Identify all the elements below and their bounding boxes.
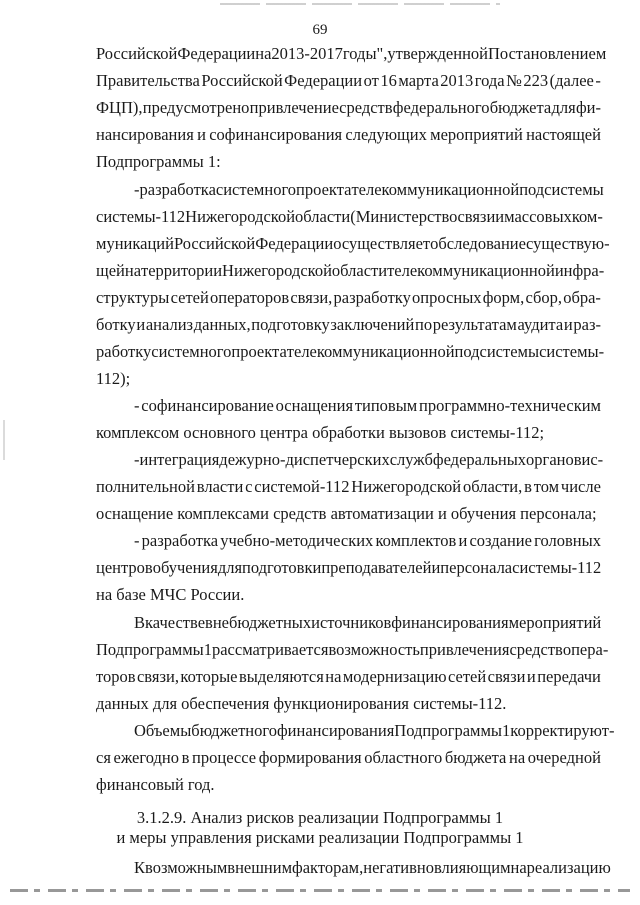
text-line: финансовый год.: [96, 775, 215, 794]
text-line: работку системного проекта телекоммуникационной подсистемы системы-: [96, 342, 605, 361]
text-line: К возможным внешним факторам, негативно влияющим на реализацию: [134, 858, 611, 877]
text-line: полнительной власти с системой-112 Нижегородской области, в том числе: [96, 477, 601, 496]
text-line: 112);: [96, 369, 131, 388]
scan-bottom-edge: [10, 889, 630, 892]
text-line: - разработка системного проекта телекоммуникационной подсистемы: [134, 180, 604, 199]
text-line: структуры сетей операторов связи, разработку опросных форм, сбор, обра-: [96, 288, 601, 307]
text-line: Российской Федерации на 2013 - 2017 годы", утвержденной Постановлением: [96, 44, 607, 63]
text-line: Объемы бюджетного финансирования Подпрограммы 1 корректируют-: [134, 721, 615, 740]
text-line: - софинансирование оснащения типовым программно-техническим: [134, 396, 601, 415]
scan-top-edge: [220, 3, 500, 5]
text-line: торов связи, которые выделяются на модернизацию сетей связи и передачи: [96, 667, 601, 686]
text-line: - интеграция дежурно-диспетчерских служб федеральных органов ис-: [134, 450, 604, 469]
text-line: Подпрограммы 1:: [96, 152, 221, 171]
text-line: В качестве внебюджетных источников финансирования мероприятий: [134, 613, 602, 632]
text-line: данных для обеспечения функционирования системы-112.: [96, 694, 507, 713]
text-line: Подпрограммы 1 рассматривается возможность привлечения средств опера-: [96, 640, 609, 659]
text-line: муникаций Российской Федерации осуществляет обследование существую-: [96, 234, 610, 253]
text-line: щей на территории Нижегородской области телекоммуникационной инфра-: [96, 261, 605, 280]
text-line: комплексом основного центра обработки вызовов системы-112;: [96, 423, 545, 442]
text-line: оснащение комплексами средств автоматизации и обучения персонала;: [96, 504, 597, 523]
text-line: - разработка учебно-методических комплектов и создание головных: [134, 531, 601, 550]
text-line: нансирования и софинансирования следующих мероприятий настоящей: [96, 125, 601, 144]
text-line: ся ежегодно в процессе формирования областного бюджета на очередной: [96, 748, 601, 767]
text-line: системы-112 Нижегородской области (Министерство связи и массовых ком-: [96, 207, 603, 226]
page-number: 69: [312, 22, 328, 38]
text-line: ФЦП), предусмотрено привлечение средств федерального бюджета для фи-: [96, 98, 601, 117]
text-line: на базе МЧС России.: [96, 585, 245, 604]
scan-left-marks: [3, 420, 5, 460]
text-line: ботку и анализ данных, подготовку заключений по результатам аудита и раз-: [96, 315, 601, 334]
section-heading: 3.1.2.9. Анализ рисков реализации Подпрограммы 1: [136, 808, 504, 827]
text-line: Правительства Российской Федерации от 16 марта 2013 года № 223 (далее -: [96, 71, 601, 90]
text-line: центров обучения для подготовки преподавателей и персонала системы-112: [96, 558, 602, 577]
section-heading: и меры управления рисками реализации Подпрограммы 1: [116, 828, 524, 847]
